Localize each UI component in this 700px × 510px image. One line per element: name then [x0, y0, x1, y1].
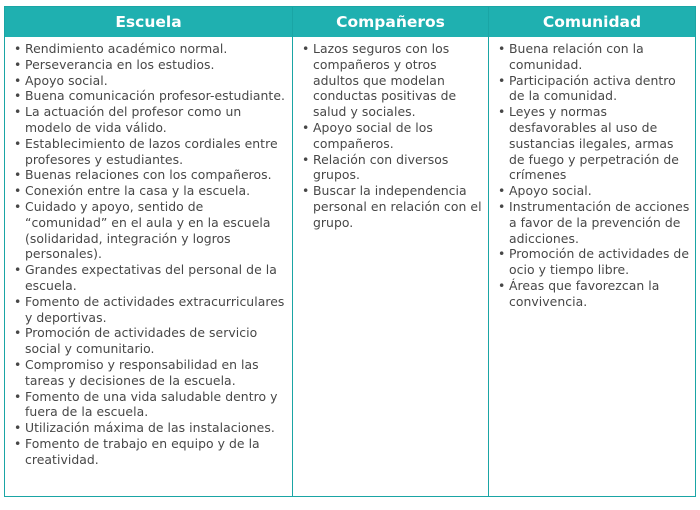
- list-item: • Fomento de una vida saludable dentro y fuera de la escuela.: [14, 389, 288, 421]
- list-item: • Instrumentación de acciones a favor de la prevención de adicciones.: [498, 199, 691, 246]
- column-header: Escuela: [5, 7, 292, 37]
- list-item: • Apoyo social.: [14, 73, 288, 89]
- list-item: • Buena relación con la comunidad.: [498, 41, 691, 73]
- item-list: [14, 41, 288, 468]
- list-item: • Áreas que favorezcan la convivencia.: [498, 278, 691, 310]
- list-item: • Lazos seguros con los compañeros y otros adultos que modelan conductas positivas de salud y sociales.: [302, 41, 484, 120]
- item-list: [302, 41, 484, 231]
- column-header: Compañeros: [293, 7, 488, 37]
- list-item: • Establecimiento de lazos cordiales entre profesores y estudiantes.: [14, 136, 288, 168]
- list-item: • Buena comunicación profesor-estudiante.: [14, 88, 288, 104]
- list-item: • Perseverancia en los estudios.: [14, 57, 288, 73]
- list-item: • Apoyo social.: [498, 183, 691, 199]
- list-item: • Rendimiento académico normal.: [14, 41, 288, 57]
- list-item: • Grandes expectativas del personal de la escuela.: [14, 262, 288, 294]
- protective-factors-table: [4, 6, 696, 497]
- list-item: • Relación con diversos grupos.: [302, 152, 484, 184]
- column-companeros: [292, 7, 488, 496]
- list-item: • Utilización máxima de las instalaciones.: [14, 420, 288, 436]
- list-item: • Fomento de trabajo en equipo y de la creatividad.: [14, 436, 288, 468]
- item-list: [498, 41, 691, 310]
- list-item: • Apoyo social de los compañeros.: [302, 120, 484, 152]
- list-item: • Compromiso y responsabilidad en las tareas y decisiones de la escuela.: [14, 357, 288, 389]
- list-item: • Leyes y normas desfavorables al uso de sustancias ilegales, armas de fuego y perpetración de crímenes: [498, 104, 691, 183]
- list-item: • Promoción de actividades de ocio y tiempo libre.: [498, 246, 691, 278]
- list-item: • Buscar la independencia personal en relación con el grupo.: [302, 183, 484, 230]
- column-comunidad: [488, 7, 695, 496]
- list-item: • Promoción de actividades de servicio social y comunitario.: [14, 325, 288, 357]
- list-item: • Participación activa dentro de la comunidad.: [498, 73, 691, 105]
- list-item: • Cuidado y apoyo, sentido de “comunidad” en el aula y en la escuela (solidaridad, integración y logros personales).: [14, 199, 288, 262]
- column-escuela: [5, 7, 292, 496]
- column-header: Comunidad: [489, 7, 695, 37]
- list-item: • Fomento de actividades extracurriculares y deportivas.: [14, 294, 288, 326]
- list-item: • Buenas relaciones con los compañeros.: [14, 167, 288, 183]
- list-item: • La actuación del profesor como un modelo de vida válido.: [14, 104, 288, 136]
- list-item: • Conexión entre la casa y la escuela.: [14, 183, 288, 199]
